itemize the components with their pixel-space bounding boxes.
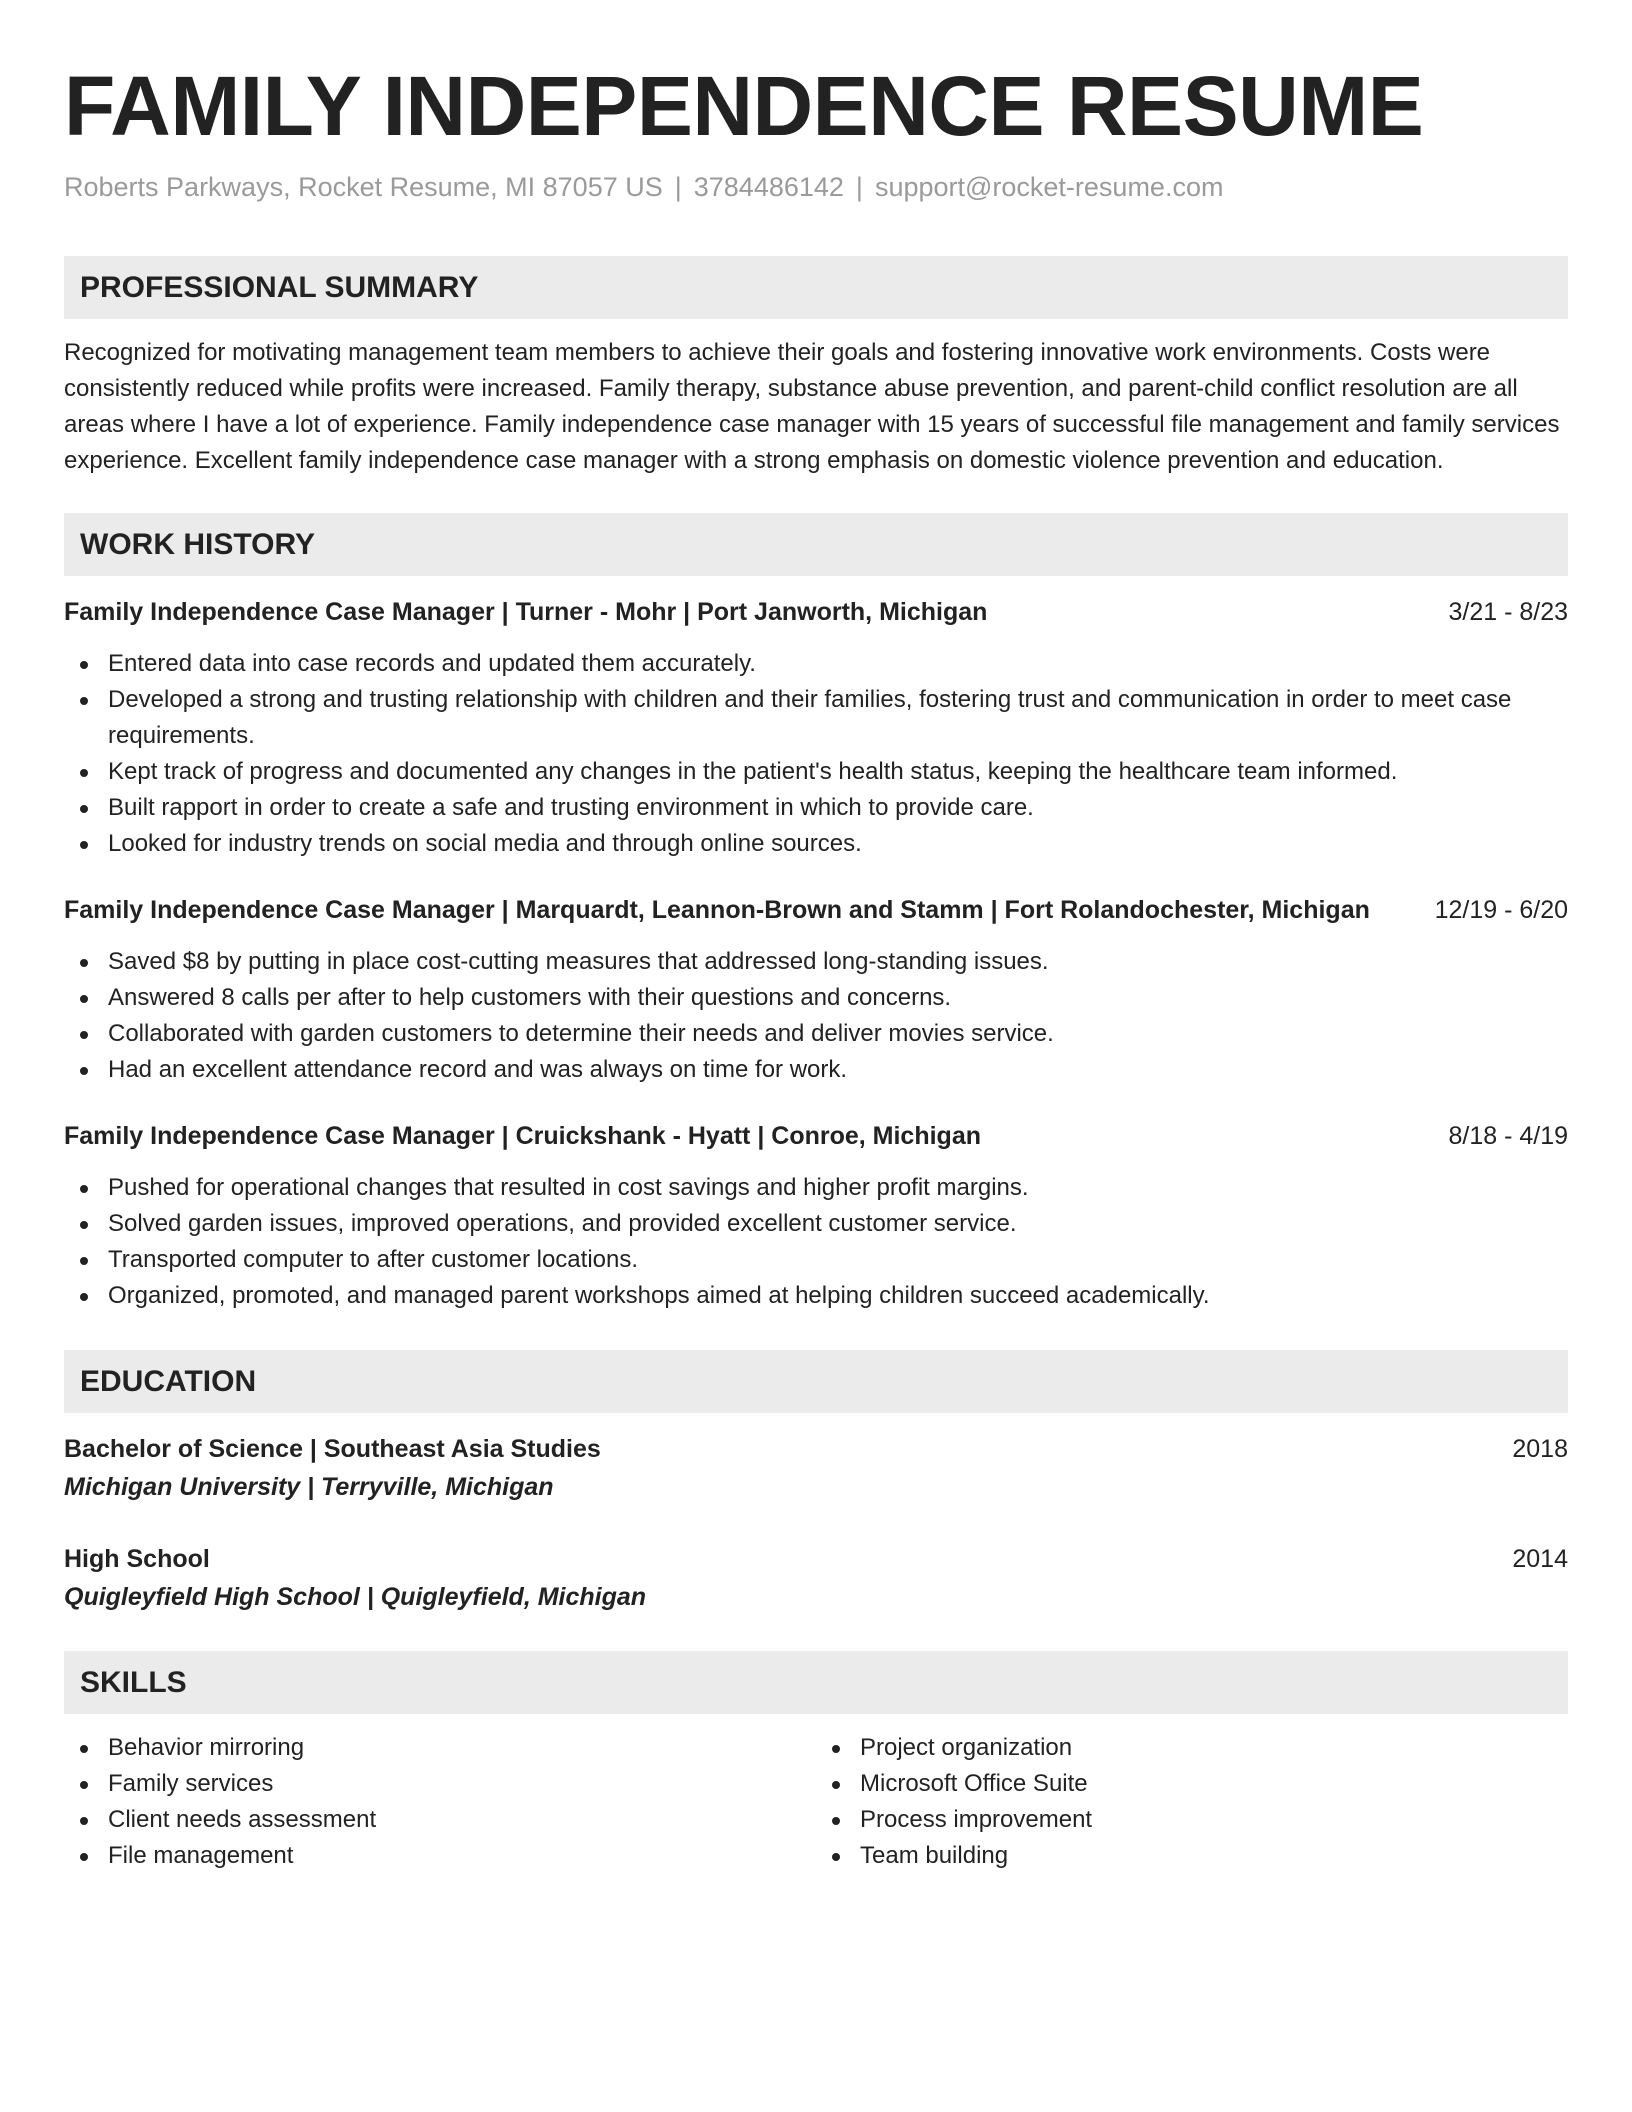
job-bullets: [64, 944, 1568, 1088]
job-bullet: Transported computer to after customer locations.: [64, 1242, 1568, 1278]
job-entry: [64, 892, 1568, 1088]
section-header-skills: SKILLS: [64, 1651, 1568, 1714]
job-bullet: Saved $8 by putting in place cost-cutting measures that addressed long-standing issues.: [64, 944, 1568, 980]
job-bullets: [64, 1170, 1568, 1314]
contact-email: support@rocket-resume.com: [874, 172, 1224, 202]
skill-item: Client needs assessment: [64, 1802, 816, 1838]
education-degree: Bachelor of Science | Southeast Asia Studies: [64, 1435, 601, 1463]
job-dates: 12/19 - 6/20: [1434, 896, 1568, 924]
job-bullet: Solved garden issues, improved operations, and provided excellent customer service.: [64, 1206, 1568, 1242]
job-title: Family Independence Case Manager | Marquardt, Leannon-Brown and Stamm | Fort Rolandochester, Michigan: [64, 896, 1370, 924]
job-bullet: Built rapport in order to create a safe and trusting environment in which to provide care.: [64, 790, 1568, 826]
job-bullet: Entered data into case records and updated them accurately.: [64, 646, 1568, 682]
skill-item: Microsoft Office Suite: [816, 1766, 1568, 1802]
skill-item: File management: [64, 1838, 816, 1874]
job-bullet: Organized, promoted, and managed parent workshops aimed at helping children succeed academically.: [64, 1278, 1568, 1314]
education-entry: [64, 1541, 1568, 1615]
job-bullet: Had an excellent attendance record and was always on time for work.: [64, 1052, 1568, 1088]
contact-line: [64, 170, 1568, 204]
skill-item: Family services: [64, 1766, 816, 1802]
contact-address: Roberts Parkways, Rocket Resume, MI 87057 US: [64, 172, 663, 202]
education-year: 2014: [1512, 1545, 1568, 1573]
skill-item: Team building: [816, 1838, 1568, 1874]
job-bullet: Looked for industry trends on social media and through online sources.: [64, 826, 1568, 862]
job-entry: [64, 594, 1568, 862]
summary-text: Recognized for motivating management team members to achieve their goals and fostering innovative work environments. Costs were consistently reduced while profits were increased. Family therapy, substance abuse prevention, and parent-child conflict resolution are all areas where I have a lot of experience. Family independence case manager with 15 years of successful file management and family services experience. Excellent family independence case manager with a strong emphasis on domestic violence prevention and education.: [64, 339, 1560, 474]
job-bullet: Kept track of progress and documented any changes in the patient's health status, keeping the healthcare team informed.: [64, 754, 1568, 790]
job-bullet: Developed a strong and trusting relationship with children and their families, fostering trust and communication in order to meet case requirements.: [64, 682, 1568, 754]
contact-separator: |: [855, 172, 863, 202]
job-dates: 3/21 - 8/23: [1448, 598, 1568, 626]
job-bullet: Pushed for operational changes that resulted in cost savings and higher profit margins.: [64, 1170, 1568, 1206]
skills-column-right: [816, 1730, 1568, 1874]
contact-separator: |: [674, 172, 682, 202]
job-entry: [64, 1118, 1568, 1314]
job-dates: 8/18 - 4/19: [1448, 1122, 1568, 1150]
skill-item: Process improvement: [816, 1802, 1568, 1838]
resume-title: FAMILY INDEPENDENCE RESUME: [64, 59, 1424, 153]
education-school: Michigan University | Terryville, Michigan: [64, 1473, 554, 1501]
section-header-work-history: WORK HISTORY: [64, 513, 1568, 576]
contact-phone: 3784486142: [693, 172, 844, 202]
job-title: Family Independence Case Manager | Turner - Mohr | Port Janworth, Michigan: [64, 598, 988, 626]
skills-column-left: [64, 1730, 816, 1874]
education-school: Quigleyfield High School | Quigleyfield, Michigan: [64, 1583, 647, 1611]
skill-item: Project organization: [816, 1730, 1568, 1766]
job-title: Family Independence Case Manager | Cruickshank - Hyatt | Conroe, Michigan: [64, 1122, 981, 1150]
section-header-education: EDUCATION: [64, 1350, 1568, 1413]
education-entry: [64, 1431, 1568, 1505]
skills-list: [64, 1730, 1568, 1874]
job-bullet: Answered 8 calls per after to help customers with their questions and concerns.: [64, 980, 1568, 1016]
job-bullets: [64, 646, 1568, 862]
education-degree: High School: [64, 1545, 210, 1573]
job-bullet: Collaborated with garden customers to determine their needs and deliver movies service.: [64, 1016, 1568, 1052]
skill-item: Behavior mirroring: [64, 1730, 816, 1766]
education-year: 2018: [1512, 1435, 1568, 1463]
section-header-summary: PROFESSIONAL SUMMARY: [64, 256, 1568, 319]
